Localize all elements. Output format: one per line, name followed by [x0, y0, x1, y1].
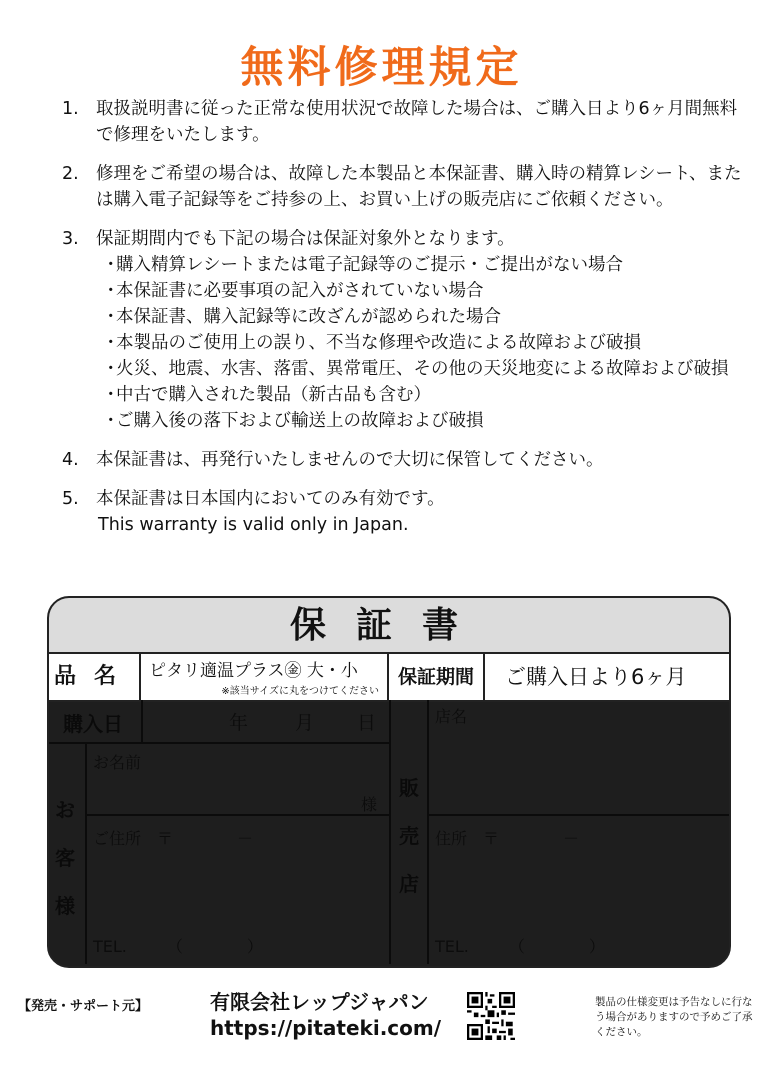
- list-item: ・ ご購入後の落下および輸送上の故障および破損: [102, 411, 484, 431]
- divider: [85, 814, 389, 816]
- product-label: 品名: [49, 654, 141, 700]
- rule-3: [62, 226, 742, 434]
- list-item: ・ 中古で購入された製品（新古品も含む）: [102, 385, 431, 405]
- shop-address-label: 住所 〒 －: [435, 829, 580, 848]
- rule-number: 4.: [62, 450, 79, 470]
- list-item: ・ 本保証書、購入記録等に改ざんが認められた場合: [102, 307, 501, 327]
- month-label: 月: [295, 712, 315, 734]
- company-name: 有限会社レップジャパン: [210, 990, 429, 1014]
- divider: [141, 700, 143, 744]
- list-item: ・ 火災、地震、水害、落雷、異常電圧、その他の天災地変による故障および破損: [102, 359, 729, 379]
- divider: [427, 700, 429, 964]
- support-tag: 【発売・サポート元】: [18, 999, 149, 1014]
- list-item: ・ 購入精算レシートまたは電子記録等のご提示・ご提出がない場合: [102, 255, 624, 275]
- shop-tel-label: TEL. （ ）: [435, 937, 605, 956]
- shop-name-label: 店名: [435, 707, 468, 726]
- rule-number: 3.: [62, 229, 79, 249]
- list-item: ・ 本保証書に必要事項の記入がされていない場合: [102, 281, 484, 301]
- rule-text: 取扱説明書に従った正常な使用状況で故障した場合は、ご購入日より6ヶ月間無料で修理をいたします。: [96, 99, 738, 145]
- shop-label: 販: [399, 776, 419, 800]
- warranty-card: 保証書 品名 ピタリ適温プラス㊎ 大・小 ※該当サイズに丸をつけてください 保証期間 ご購入日より6ヶ月 購入日 年 月 日 お 客 様 お名前 様 ご住所 〒 － TEL. （ ） 販 売 店 店名 住所 〒 － TEL. （ ）: [47, 596, 731, 968]
- website-link[interactable]: https://pitateki.com/: [210, 1016, 442, 1040]
- divider: [427, 814, 729, 816]
- repair-rules: [62, 96, 742, 551]
- rule-5: [62, 486, 742, 538]
- rule-text: 保証期間内でも下記の場合は保証対象外となります。: [96, 229, 515, 249]
- rule-text: 本保証書は、再発行いたしませんので大切に保管してください。: [96, 450, 604, 470]
- divider: [49, 742, 389, 744]
- page-title: 無料修理規定: [240, 43, 523, 93]
- tel-label: TEL. （ ）: [93, 937, 263, 956]
- name-label: お名前: [93, 753, 142, 772]
- rule-2: [62, 161, 742, 213]
- sama-label: 様: [361, 795, 378, 814]
- qr-code-icon: [467, 992, 515, 1040]
- address-label: ご住所 〒 －: [93, 829, 254, 848]
- day-label: 日: [357, 712, 377, 734]
- divider: [389, 700, 391, 964]
- spec-change-note: 製品の仕様変更は予告なしに行なう場合がありますので予めご了承ください。: [595, 996, 753, 1038]
- product-note: ※該当サイズに丸をつけてください: [221, 686, 379, 697]
- footer: [18, 985, 758, 1075]
- customer-label: お: [55, 798, 75, 822]
- exclusion-list: [96, 252, 742, 434]
- list-item: ・ 本製品のご使用上の誤り、不当な修理や改造による故障および破損: [102, 333, 641, 353]
- product-row: [49, 652, 729, 702]
- warranty-title: 保証書: [49, 598, 729, 652]
- period-label: 保証期間: [389, 654, 485, 700]
- rule-number: 2.: [62, 164, 79, 184]
- rule-4: [62, 447, 742, 473]
- rule-number: 5.: [62, 489, 79, 509]
- rule-text: 本保証書は日本国内においてのみ有効です。: [96, 489, 445, 509]
- year-label: 年: [229, 712, 249, 734]
- rule-text-english: This warranty is valid only in Japan.: [98, 515, 409, 535]
- product-cell: [141, 654, 389, 700]
- rule-number: 1.: [62, 99, 79, 119]
- rule-1: [62, 96, 742, 148]
- rule-text: 修理をご希望の場合は、故障した本製品と本保証書、購入時の精算レシート、または購入電子記録等をご持参の上、お買い上げの販売店にご依頼ください。: [96, 164, 742, 210]
- period-value: ご購入日より6ヶ月: [505, 665, 687, 689]
- divider: [85, 744, 87, 964]
- product-value: ピタリ適温プラス㊎ 大・小: [149, 661, 358, 681]
- purchase-date-label: 購入日: [63, 712, 123, 736]
